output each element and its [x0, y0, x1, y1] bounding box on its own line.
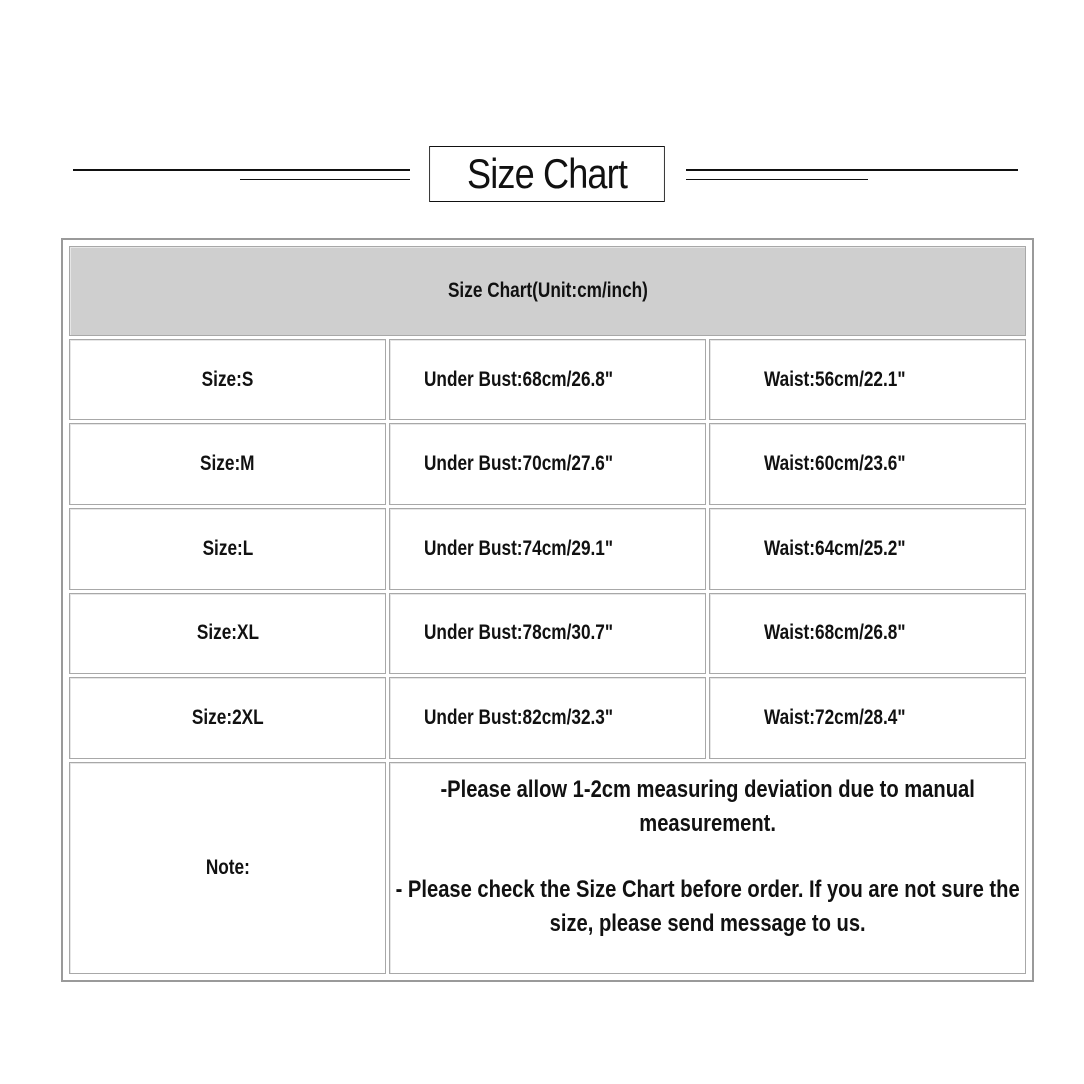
size-chart-table — [66, 243, 1029, 977]
table-row — [69, 677, 1026, 759]
under-bust-cell — [389, 593, 706, 675]
under-bust-cell — [389, 508, 706, 590]
table-row — [69, 339, 1026, 421]
size-label: Size:S — [201, 367, 254, 391]
note-label-cell — [69, 762, 386, 974]
size-cell — [69, 339, 386, 421]
note-line-deviation: -Please allow 1-2cm measuring deviation due to manual measurement. — [440, 775, 975, 837]
note-row — [69, 762, 1026, 974]
decorative-rule-left-short — [240, 179, 410, 180]
waist-value: Waist:72cm/28.4" — [764, 705, 906, 729]
note-line-check-chart: - Please check the Size Chart before order. If you are not sure the size, please send message to us. — [395, 875, 1020, 937]
waist-value: Waist:68cm/26.8" — [764, 621, 906, 645]
waist-value: Waist:56cm/22.1" — [764, 367, 906, 391]
waist-value: Waist:64cm/25.2" — [764, 536, 906, 560]
under-bust-cell — [389, 423, 706, 505]
waist-value: Waist:60cm/23.6" — [764, 452, 906, 476]
size-chart-table-frame — [61, 238, 1034, 982]
waist-cell — [709, 339, 1026, 421]
under-bust-value: Under Bust:70cm/27.6" — [424, 452, 614, 476]
waist-cell — [709, 677, 1026, 759]
under-bust-value: Under Bust:68cm/26.8" — [424, 367, 614, 391]
size-cell — [69, 423, 386, 505]
waist-cell — [709, 508, 1026, 590]
table-header-cell — [69, 246, 1026, 336]
note-label: Note: — [205, 855, 250, 879]
table-row — [69, 593, 1026, 675]
under-bust-value: Under Bust:82cm/32.3" — [424, 705, 614, 729]
under-bust-value: Under Bust:74cm/29.1" — [424, 536, 614, 560]
waist-cell — [709, 593, 1026, 675]
size-label: Size:L — [202, 536, 253, 560]
decorative-rule-right-long — [686, 169, 1018, 171]
size-cell — [69, 508, 386, 590]
waist-cell — [709, 423, 1026, 505]
page-title: Size Chart — [429, 146, 665, 202]
table-row — [69, 508, 1026, 590]
decorative-rule-left-long — [73, 169, 410, 171]
table-header-label: Size Chart(Unit:cm/inch) — [447, 278, 648, 302]
under-bust-cell — [389, 677, 706, 759]
note-body-cell — [389, 762, 1026, 974]
under-bust-cell — [389, 339, 706, 421]
decorative-rule-right-short — [686, 179, 868, 180]
size-label: Size:M — [200, 452, 255, 476]
under-bust-value: Under Bust:78cm/30.7" — [424, 621, 614, 645]
size-label: Size:2XL — [191, 705, 264, 729]
table-header-row — [69, 246, 1026, 336]
title-area — [0, 140, 1084, 210]
table-row — [69, 423, 1026, 505]
size-cell — [69, 593, 386, 675]
size-cell — [69, 677, 386, 759]
size-label: Size:XL — [196, 621, 259, 645]
